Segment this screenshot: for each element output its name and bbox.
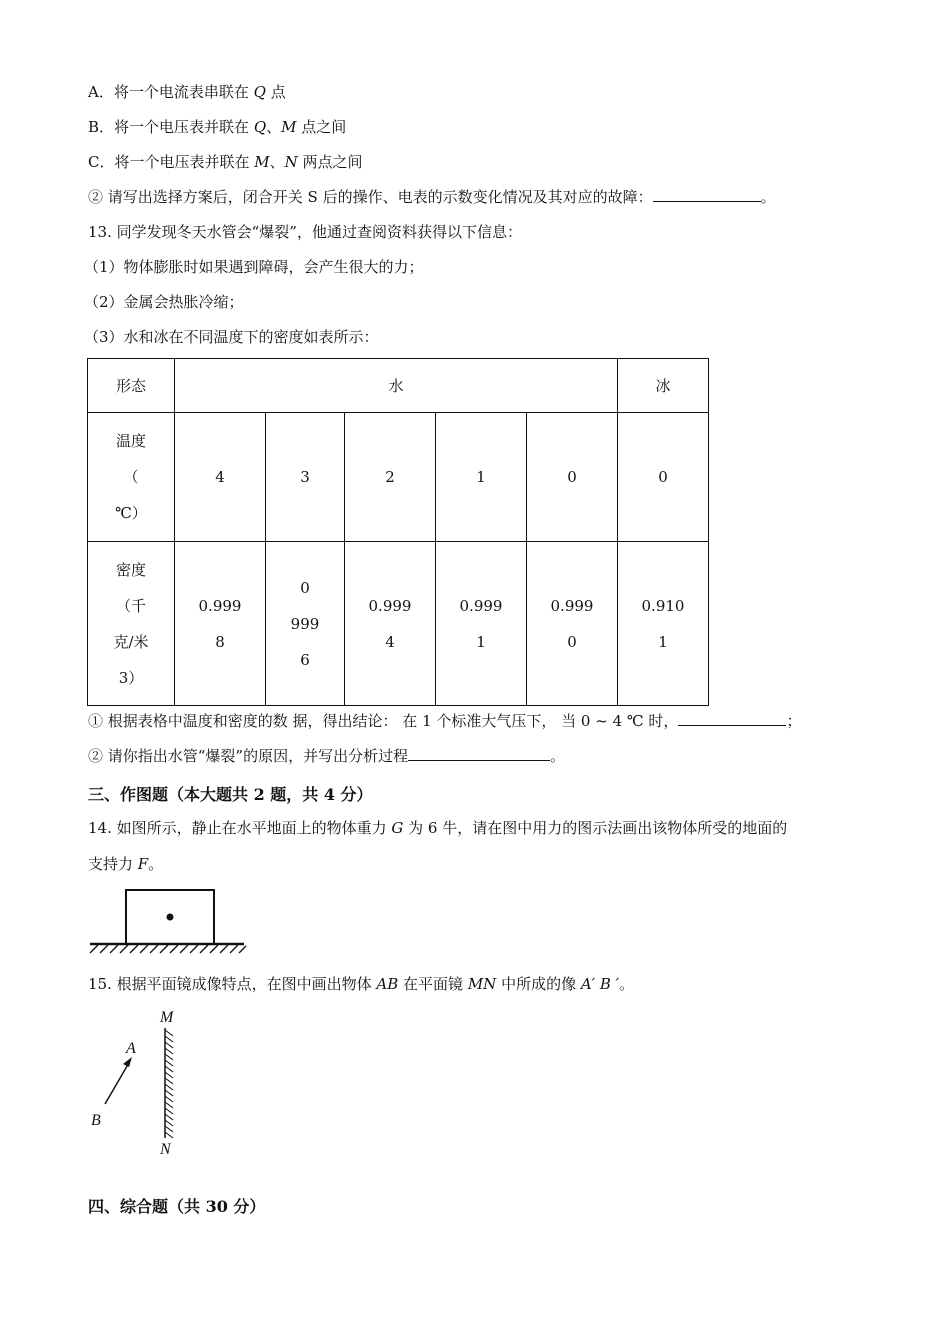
temp-label: 温度 （ ℃） xyxy=(88,413,175,542)
q12-sub2: ② 请写出选择方案后，闭合开关 S 后的操作、电表的示数变化情况及其对应的故障： 。 xyxy=(88,188,776,206)
table-row xyxy=(88,413,709,542)
density-label: 密度 （千 克/米 3） xyxy=(88,542,175,706)
table-cell: 0.999 8 xyxy=(175,542,266,706)
table-cell: 1 xyxy=(436,413,527,542)
density-table xyxy=(87,358,709,706)
header-ice: 冰 xyxy=(618,359,709,413)
q13-sub2: ② 请你指出水管“爆裂”的原因，并写出分析过程 。 xyxy=(88,747,566,765)
section-4-heading: 四、综合题（共 30 分） xyxy=(88,1197,266,1216)
q13-info1: （1）物体膨胀时如果遇到障碍，会产生很大的力； xyxy=(84,258,424,276)
table-row xyxy=(88,542,709,706)
q13-intro: 13. 同学发现冬天水管会“爆裂”，他通过查阅资料获得以下信息： xyxy=(88,223,522,241)
q14-line1: 14. 如图所示，静止在水平地面上的物体重力 G 为 6 牛，请在图中用力的图示法画出该物体所受的地面的 xyxy=(88,819,788,837)
answer-blank[interactable] xyxy=(408,746,550,761)
table-cell: 0 xyxy=(527,413,618,542)
plane-mirror-figure xyxy=(86,1004,196,1160)
label-b: B xyxy=(91,1112,101,1129)
answer-blank[interactable] xyxy=(678,711,786,726)
ground-hatching xyxy=(90,945,246,953)
object-ab-arrow xyxy=(105,1061,130,1104)
table-cell: 0.910 1 xyxy=(618,542,709,706)
header-label: 形态 xyxy=(88,359,175,413)
label-a: A xyxy=(126,1040,136,1057)
center-of-mass-dot xyxy=(167,914,174,921)
q14-line2: 支持力 F。 xyxy=(88,855,164,873)
table-row xyxy=(88,359,709,413)
table-cell: 0.999 4 xyxy=(345,542,436,706)
table-cell: 0 999 6 xyxy=(266,542,345,706)
option-c: C．将一个电压表并联在 M、N 两点之间 xyxy=(88,153,363,171)
option-a: A．将一个电流表串联在 Q 点 xyxy=(88,83,286,101)
q13-info3: （3）水和冰在不同温度下的密度如表所示： xyxy=(84,328,379,346)
q13-info2: （2）金属会热胀冷缩； xyxy=(84,293,244,311)
table-cell: 3 xyxy=(266,413,345,542)
q15-text: 15. 根据平面镜成像特点，在图中画出物体 AB 在平面镜 MN 中所成的像 A′ B ′。 xyxy=(88,975,635,993)
label-m: M xyxy=(160,1009,174,1026)
answer-blank[interactable] xyxy=(653,187,761,202)
table-cell: 0.999 0 xyxy=(527,542,618,706)
table-cell: 0 xyxy=(618,413,709,542)
label-n: N xyxy=(160,1141,171,1158)
box-on-ground-figure xyxy=(86,885,248,955)
option-b: B．将一个电压表并联在 Q、M 点之间 xyxy=(88,118,347,136)
mirror-hatching xyxy=(165,1030,173,1138)
table-cell: 0.999 1 xyxy=(436,542,527,706)
q13-sub1: ① 根据表格中温度和密度的数 据，得出结论： 在 1 个标准大气压下， 当 0 ~ 4 ℃ 时， ； xyxy=(88,712,802,730)
table-cell: 4 xyxy=(175,413,266,542)
section-3-heading: 三、作图题（本大题共 2 题，共 4 分） xyxy=(88,785,373,804)
table-cell: 2 xyxy=(345,413,436,542)
header-water: 水 xyxy=(175,359,618,413)
arrowhead xyxy=(123,1057,132,1067)
